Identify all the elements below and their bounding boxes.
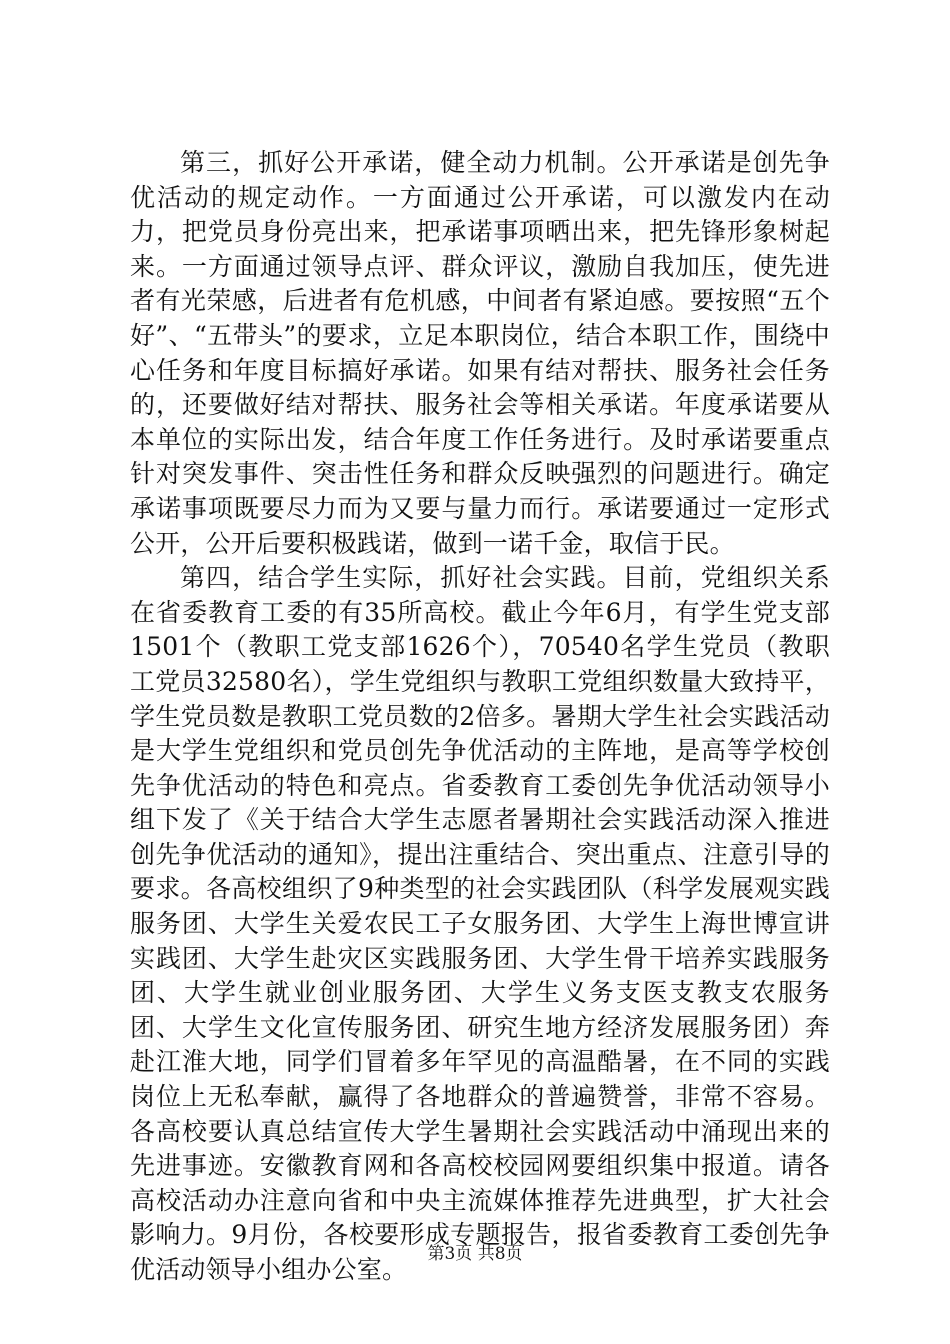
document-body (130, 146, 830, 1288)
paragraph-third-point: 第三，抓好公开承诺，健全动力机制。公开承诺是创先争优活动的规定动作。一方面通过公开承诺，可以激发内在动力，把党员身份亮出来，把承诺事项晒出来，把先锋形象树起来。一方面通过领导点评、群众评议，激励自我加压，使先进者有光荣感，后进者有危机感，中间者有紧迫感。要按照“五个好”、“五带头”的要求，立足本职岗位，结合本职工作，围绕中心任务和年度目标搞好承诺。如果有结对帮扶、服务社会任务的，还要做好结对帮扶、服务社会等相关承诺。年度承诺要从本单位的实际出发，结合年度工作任务进行。及时承诺要重点针对突发事件、突击性任务和群众反映强烈的问题进行。确定承诺事项既要尽力而为又要与量力而行。承诺要通过一定形式公开，公开后要积极践诺，做到一诺千金，取信于民。 (130, 148, 830, 558)
page-footer: 第3页 共8页 (427, 1244, 523, 1264)
paragraph-fourth-point: 第四，结合学生实际，抓好社会实践。目前，党组织关系在省委教育工委的有35所高校。截止今年6月，有学生党支部1501个（教职工党支部1626个），70540名学生党员（教职工党员32580名），学生党组织与教职工党组织数量大致持平，学生党员数是教职工党员数的2倍多。暑期大学生社会实践活动是大学生党组织和党员创先争优活动的主阵地，是高等学校创先争优活动的特色和亮点。省委教育工委创先争优活动领导小组下发了《关于结合大学生志愿者暑期社会实践活动深入推进创先争优活动的通知》，提出注重结合、突出重点、注意引导的要求。各高校组织了9种类型的社会实践团队（科学发展观实践服务团、大学生关爱农民工子女服务团、大学生上海世博宣讲实践团、大学生赴灾区实践服务团、大学生骨干培养实践服务团、大学生就业创业服务团、大学生义务支医支教支农服务团、大学生文化宣传服务团、研究生地方经济发展服务团）奔赴江淮大地，同学们冒着多年罕见的高温酷暑，在不同的实践岗位上无私奉献，赢得了各地群众的普遍赞誉，非常不容易。各高校要认真总结宣传大学生暑期社会实践活动中涌现出来的先进事迹。安徽教育网和各高校校园网要组织集中报道。请各高校活动办注意向省和中央主流媒体推荐先进典型，扩大社会影响力。9月份，各校要形成专题报告，报省委教育工委创先争优活动领导小组办公室。 (130, 563, 830, 1284)
